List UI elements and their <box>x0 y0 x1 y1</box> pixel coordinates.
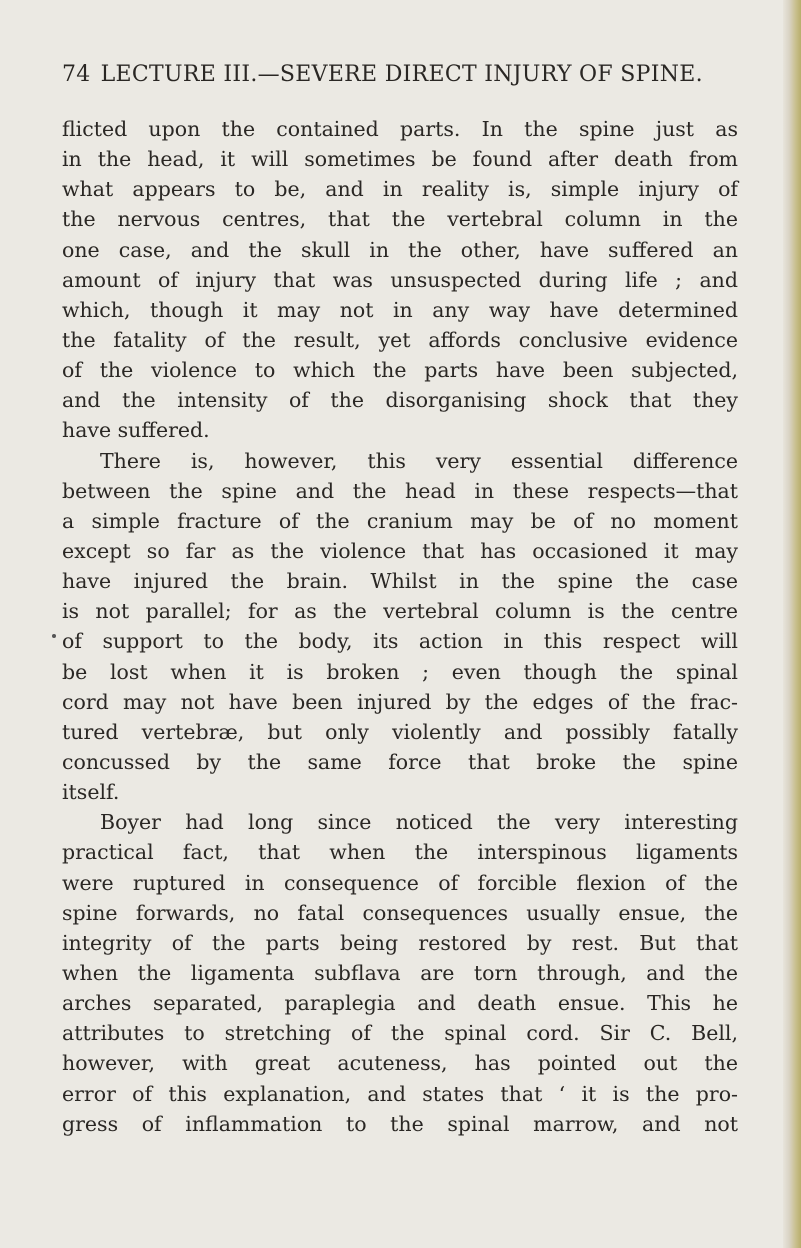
page-edge <box>783 0 801 1248</box>
text-line: the nervous centres, that the vertebral column in the <box>62 207 738 232</box>
text-line: have injured the brain. Whilst in the spine the case <box>62 569 738 594</box>
text-line: however, with great acuteness, has pointed out the <box>62 1051 738 1076</box>
page-number: 74 <box>62 62 91 87</box>
text-line: error of this explanation, and states that ‘ it is the pro- <box>62 1081 738 1106</box>
text-line: and the intensity of the disorganising shock that they <box>62 388 738 413</box>
text-line: between the spine and the head in these respects—that <box>62 478 738 503</box>
text-line: concussed by the same force that broke the spine <box>62 749 738 774</box>
text-line: gress of inflammation to the spinal marrow, and not <box>62 1111 738 1136</box>
text-line: what appears to be, and in reality is, simple injury of <box>62 177 738 202</box>
text-line: were ruptured in consequence of forcible flexion of the <box>62 870 738 895</box>
text-line: which, though it may not in any way have determined <box>62 297 738 322</box>
text-line: is not parallel; for as the vertebral column is the centre <box>62 599 738 624</box>
paragraph-end-line: itself. <box>62 780 120 805</box>
text-line: integrity of the parts being restored by rest. But that <box>62 930 738 955</box>
paragraph-start-line: Boyer had long since noticed the very interesting <box>100 810 738 835</box>
text-line: amount of injury that was unsuspected during life ; and <box>62 267 738 292</box>
text-line: tured vertebræ, but only violently and possibly fatally <box>62 719 738 744</box>
margin-mark <box>52 634 56 638</box>
text-line: when the ligamenta subflava are torn through, and the <box>62 960 738 985</box>
text-line: in the head, it will sometimes be found after death from <box>62 147 738 172</box>
running-header <box>62 62 712 87</box>
text-line: spine forwards, no fatal consequences usually ensue, the <box>62 900 738 925</box>
running-title: LECTURE III.—SEVERE DIRECT INJURY OF SPINE. <box>100 62 703 87</box>
text-line: except so far as the violence that has occasioned it may <box>62 538 738 563</box>
text-line: flicted upon the contained parts. In the spine just as <box>62 117 738 141</box>
body-text <box>62 114 738 1139</box>
text-line: arches separated, paraplegia and death ensue. This he <box>62 991 738 1016</box>
text-line: cord may not have been injured by the edges of the frac- <box>62 689 738 714</box>
paragraph-start-line: There is, however, this very essential difference <box>100 448 738 473</box>
text-line: the fatality of the result, yet affords conclusive evidence <box>62 327 738 352</box>
text-line: one case, and the skull in the other, have suffered an <box>62 237 738 262</box>
text-line: attributes to stretching of the spinal cord. Sir C. Bell, <box>62 1021 738 1046</box>
paragraph-end-line: have suffered. <box>62 418 210 443</box>
text-line: of support to the body, its action in this respect will <box>62 629 738 654</box>
text-line: be lost when it is broken ; even though the spinal <box>62 659 738 684</box>
text-line: practical fact, that when the interspinous ligaments <box>62 840 738 865</box>
text-line: a simple fracture of the cranium may be of no moment <box>62 508 738 533</box>
text-line: of the violence to which the parts have been subjected, <box>62 358 738 383</box>
